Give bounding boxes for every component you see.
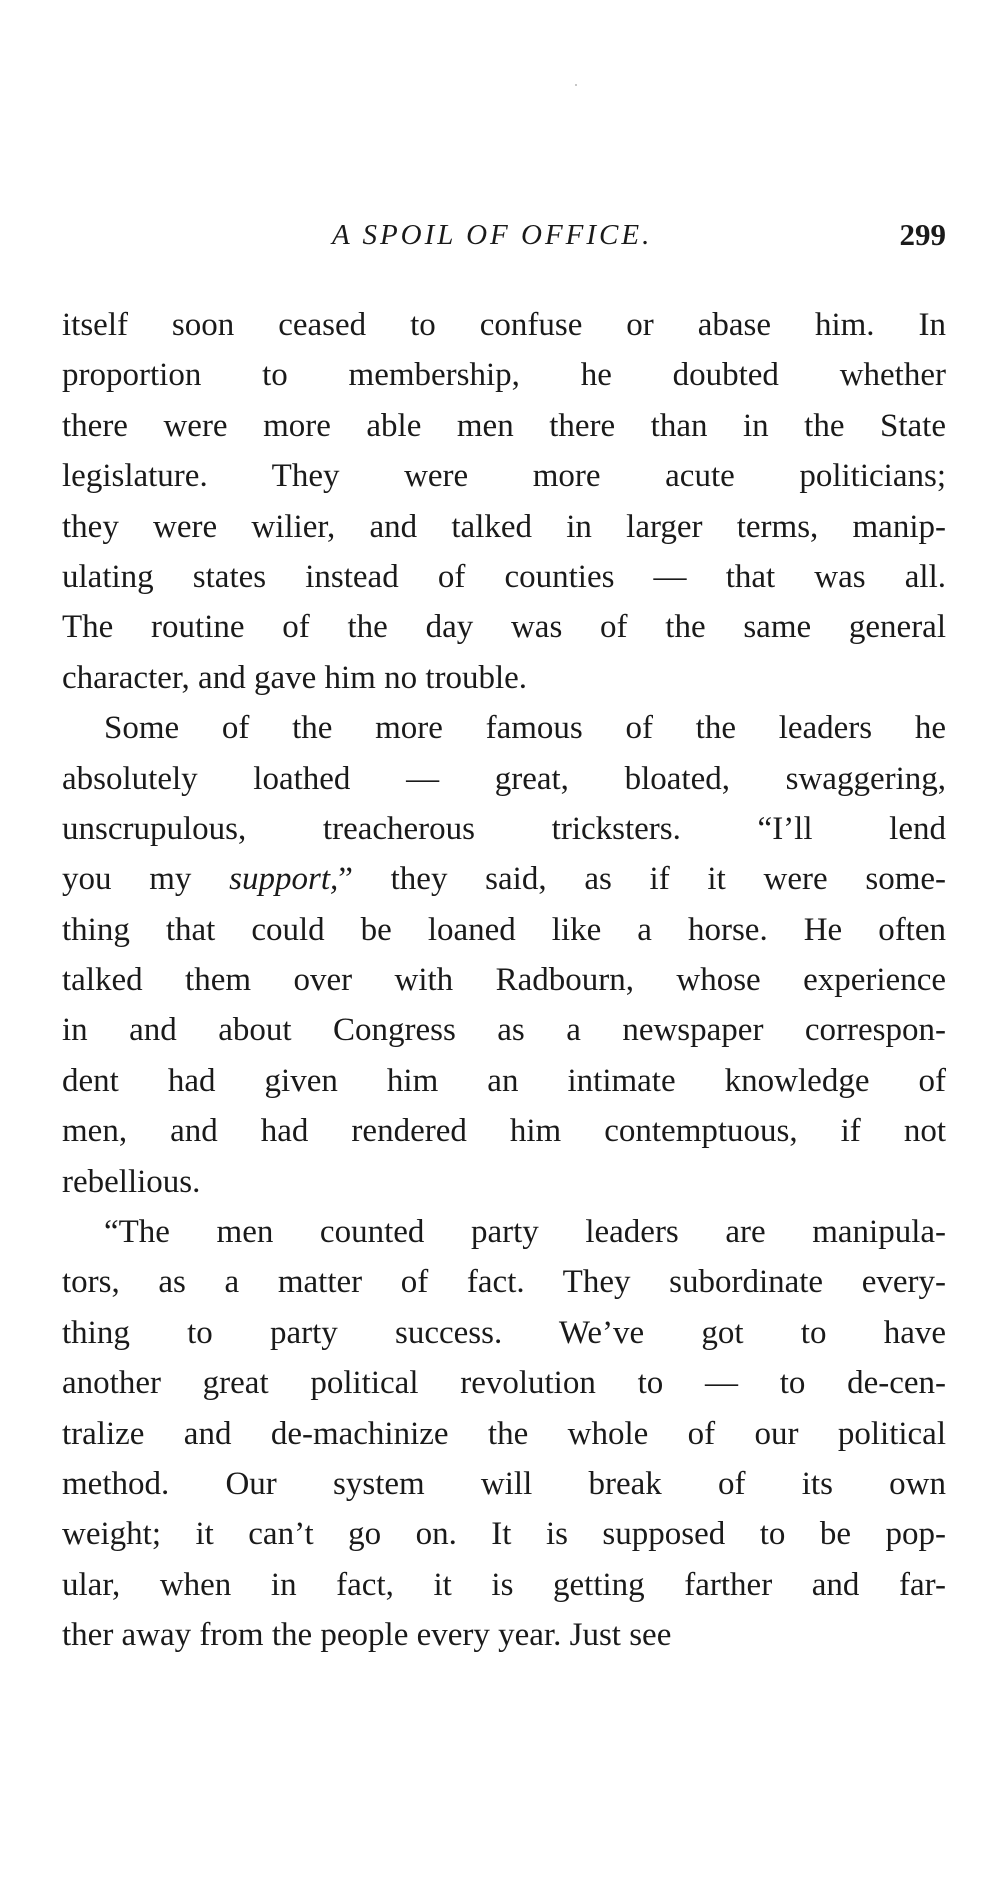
running-title: A SPOIL OF OFFICE. [332, 219, 653, 251]
text-line [62, 502, 946, 552]
text-line [62, 1106, 946, 1156]
text-segment: another great political revolution to — to de-cen- [62, 1365, 946, 1402]
text-line [62, 653, 946, 703]
italic-emphasis: support, [229, 861, 339, 898]
paper-speck [575, 84, 577, 86]
text-line [62, 905, 946, 955]
text-line [62, 300, 946, 350]
running-head [62, 212, 946, 258]
text-line [62, 602, 946, 652]
text-line [62, 552, 946, 602]
text-segment: itself soon ceased to confuse or abase him. In [62, 307, 946, 343]
text-segment: ular, when in fact, it is getting farther and far- [62, 1566, 946, 1603]
text-segment: men, and had rendered him contemptuous, if not [62, 1113, 946, 1150]
text-segment: weight; it can’t go on. It is supposed to be pop- [62, 1516, 946, 1553]
body-text [62, 300, 946, 1661]
text-line [62, 854, 946, 904]
paragraph [62, 300, 946, 703]
text-line [62, 1157, 946, 1207]
text-segment: ” they said, as if it were some- [338, 861, 946, 898]
text-segment: there were more able men there than in the State [62, 407, 946, 444]
text-line [62, 451, 946, 501]
text-line [62, 754, 946, 804]
text-segment: “The men counted party leaders are manipula- [104, 1214, 946, 1251]
text-segment: you my [62, 861, 230, 898]
text-segment: thing that could be loaned like a horse. He often [62, 911, 946, 948]
text-segment: ther away from the people every year. Just see [62, 1617, 672, 1654]
text-line [62, 1257, 946, 1307]
text-line [62, 955, 946, 1005]
text-line [62, 1005, 946, 1055]
page-number: 299 [899, 217, 946, 252]
text-segment: Some of the more famous of the leaders he [104, 710, 946, 747]
paragraph [62, 703, 946, 1207]
text-segment: thing to party success. We’ve got to have [62, 1314, 946, 1351]
text-line [62, 1560, 946, 1610]
text-line [62, 401, 946, 451]
text-segment: talked them over with Radbourn, whose experience [62, 962, 946, 999]
text-line [62, 1459, 946, 1509]
text-segment: tors, as a matter of fact. They subordinate every- [62, 1264, 946, 1301]
text-line [62, 1409, 946, 1459]
text-segment: absolutely loathed — great, bloated, swaggering, [62, 760, 946, 797]
text-line [62, 1207, 946, 1257]
paragraph [62, 1207, 946, 1661]
text-segment: method. Our system will break of its own [62, 1465, 946, 1502]
text-segment: proportion to membership, he doubted whether [62, 357, 946, 394]
text-line [62, 1610, 946, 1660]
text-segment: ulating states instead of counties — that was all. [62, 558, 946, 595]
text-line [62, 703, 946, 753]
text-line [62, 1509, 946, 1559]
text-segment: they were wilier, and talked in larger terms, manip- [62, 508, 946, 545]
text-segment: legislature. They were more acute politicians; [62, 458, 946, 495]
text-line [62, 1308, 946, 1358]
text-segment: The routine of the day was of the same general [62, 609, 946, 646]
text-line [62, 1056, 946, 1106]
text-segment: tralize and de-machinize the whole of our political [62, 1415, 946, 1452]
text-segment: character, and gave him no trouble. [62, 659, 528, 696]
text-segment: in and about Congress as a newspaper correspon- [62, 1012, 946, 1049]
text-line [62, 804, 946, 854]
text-line [62, 350, 946, 400]
text-segment: unscrupulous, treacherous tricksters. “I’ll lend [62, 810, 946, 847]
text-segment: rebellious. [62, 1163, 201, 1200]
text-line [62, 1358, 946, 1408]
text-segment: dent had given him an intimate knowledge of [62, 1062, 946, 1099]
